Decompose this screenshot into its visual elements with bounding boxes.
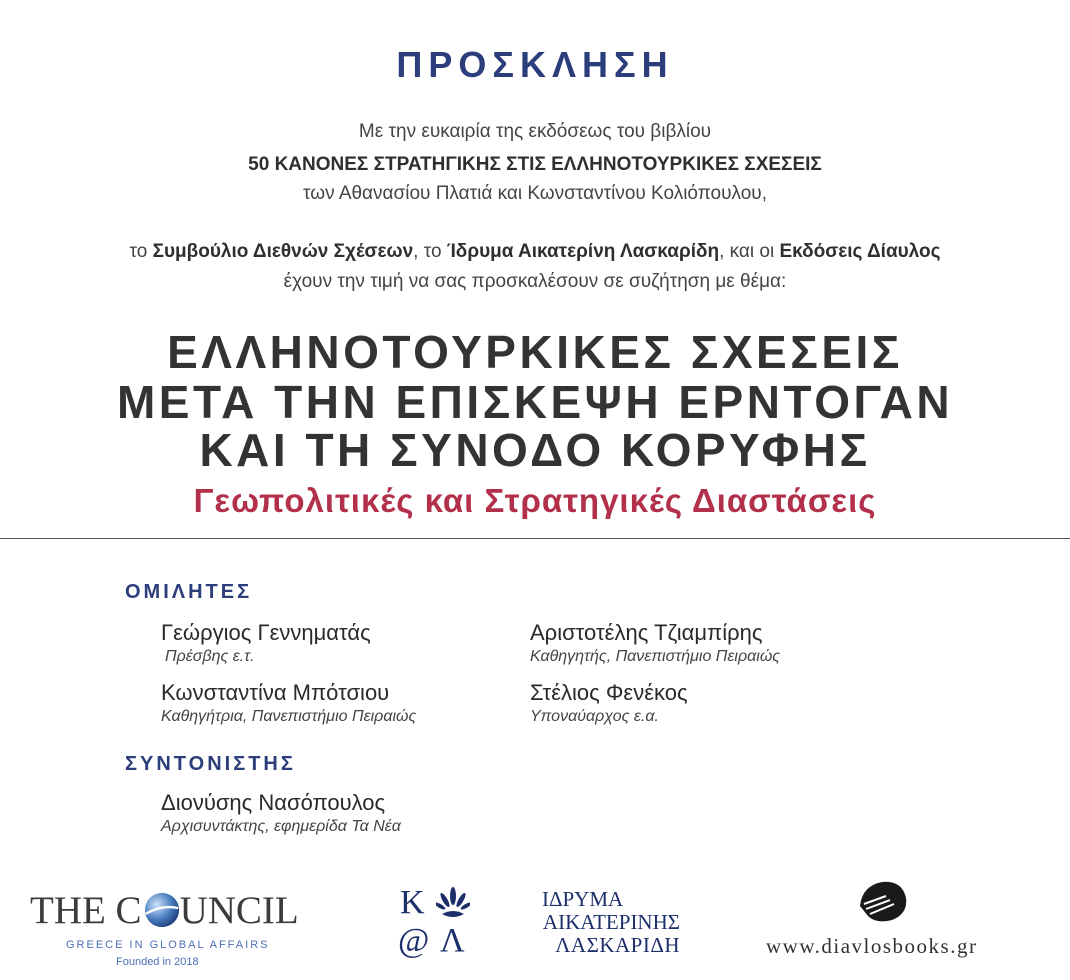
foundation-mark-letter: Κ (400, 884, 425, 921)
organizers-line (0, 241, 1070, 263)
divider (0, 538, 1070, 539)
organizers-prefix: το (129, 241, 153, 262)
speakers-label: ΟΜΙΛΗΤΕΣ (125, 581, 253, 603)
invite-line: έχουν την τιμή να σας προσκαλέσουν σε συζήτηση με θέμα: (283, 271, 787, 292)
anthemion-icon (436, 886, 470, 922)
foundation-line: ΙΔΡΥΜΑ (542, 887, 624, 911)
organizers-sep: , το (413, 241, 447, 262)
moderator-name: Διονύσης Νασόπουλος (161, 790, 386, 815)
speaker-name: Κωνσταντίνα Μπότσιου (161, 680, 390, 705)
council-tagline: GREECE IN GLOBAL AFFAIRS (66, 939, 270, 951)
foundation-mark-letter: @ (398, 922, 430, 959)
moderator-role: Αρχισυντάκτης, εφημερίδα Τα Νέα (161, 818, 401, 835)
foundation-mark (398, 884, 472, 964)
org-foundation: Ίδρυμα Αικατερίνη Λασκαρίδη (446, 241, 720, 262)
foundation-line: ΛΑΣΚΑΡΙΔΗ (555, 933, 680, 957)
org-publisher: Εκδόσεις Δίαυλος (779, 241, 941, 262)
council-logo (30, 888, 299, 973)
topic-title-line: ΚΑΙ ΤΗ ΣΥΝΟΔΟ ΚΟΡΥΦΗΣ (199, 424, 871, 476)
moderator-label: ΣΥΝΤΟΝΙΣΤΗΣ (125, 753, 296, 775)
council-founded: Founded in 2018 (116, 956, 199, 968)
intro-line: Με την ευκαιρία της εκδόσεως του βιβλίου (358, 121, 712, 142)
org-council: Συμβούλιο Διεθνών Σχέσεων (152, 241, 414, 262)
speaker-role: Καθηγητής, Πανεπιστήμιο Πειραιώς (530, 648, 781, 665)
speaker-name: Γεώργιος Γεννηματάς (161, 620, 371, 645)
foundation-logo-text (490, 888, 680, 957)
speaker-name: Στέλιος Φενέκος (530, 680, 688, 705)
council-wordmark-visual: THE C UNCIL (30, 889, 299, 932)
topic-subtitle: Γεωπολιτικές και Στρατηγικές Διαστάσεις (193, 482, 877, 519)
globe-icon (143, 891, 181, 929)
book-authors: των Αθανασίου Πλατιά και Κωνσταντίνου Κολιόπουλου, (303, 183, 767, 204)
publisher-url[interactable]: www.diavlosbooks.gr (766, 934, 978, 958)
speaker-role: Καθηγήτρια, Πανεπιστήμιο Πειραιώς (161, 708, 417, 725)
book-title: 50 ΚΑΝΟΝΕΣ ΣΤΡΑΤΗΓΙΚΗΣ ΣΤΙΣ ΕΛΛΗΝΟΤΟΥΡΚΙΚΕΣ ΣΧΕΣΕΙΣ (248, 154, 822, 175)
speaker-role: Πρέσβης ε.τ. (165, 648, 255, 665)
topic-title-line: ΜΕΤΑ ΤΗΝ ΕΠΙΣΚΕΨΗ ΕΡΝΤΟΓΑΝ (116, 376, 954, 428)
topic-title-line: ΕΛΛΗΝΟΤΟΥΡΚΙΚΕΣ ΣΧΕΣΕΙΣ (167, 326, 903, 378)
diavlos-logo-icon (856, 876, 910, 924)
foundation-line: ΑΙΚΑΤΕΡΙΝΗΣ (542, 910, 680, 934)
speaker-role: Υποναύαρχος ε.α. (530, 708, 659, 725)
speaker-name: Αριστοτέλης Τζιαμπίρης (530, 620, 763, 645)
organizers-sep: , και οι (719, 241, 780, 262)
invitation-heading: ΠΡΟΣΚΛΗΣΗ (396, 44, 674, 85)
foundation-mark-letter: Λ (440, 922, 465, 959)
